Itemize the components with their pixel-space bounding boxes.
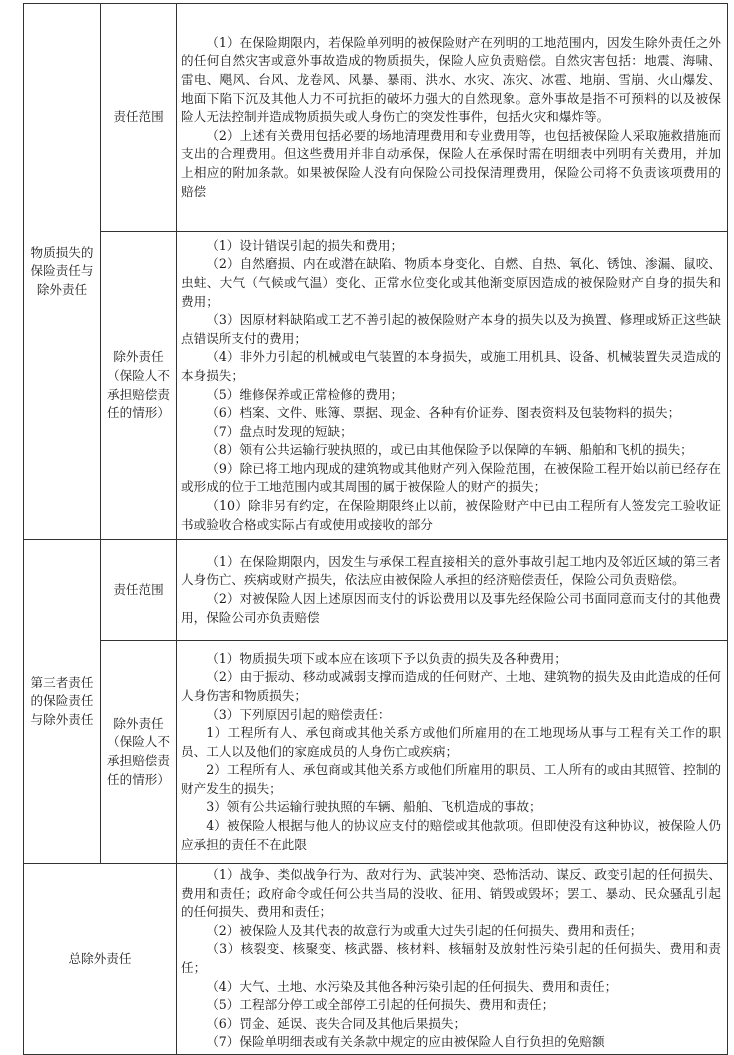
material-scope-label: 责任范围 [101, 4, 177, 232]
general-exclusion-text [177, 864, 728, 1055]
third-party-exclusion-label: 除外责任（保险人不承担赔偿责任的情形） [101, 641, 177, 864]
list-item: （9）除已将工地内现成的建筑物或其他财产列入保险范围，在被保险工程开始以前已经存在或形成的位于工地范围内或其周围的属于被保险人的财产的损失； [181, 460, 721, 495]
table-row [24, 232, 728, 540]
table-row [24, 641, 728, 864]
list-item: （2）上述有关费用包括必要的场地清理费用和专业费用等，也包括被保险人采取施救措施而支出的合理费用。但这些费用并非自动承保，保险人在承保时需在明细表中列明有关费用，并加上相应的附加条款。如果被保险人没有向保险公司投保清理费用，保险公司将不负责该项费用的赔偿 [181, 127, 721, 199]
list-item: 3）领有公共运输行驶执照的车辆、船舶、飞机造成的事故； [206, 799, 542, 815]
list-item: （1）战争、类似战争行为、敌对行为、武装冲突、恐怖活动、谋反、政变引起的任何损失、费用和责任；政府命令或任何公共当局的没收、征用、销毁或毁坏；罢工、暴动、民众骚乱引起的任何损失、费用和责任； [181, 867, 721, 920]
third-party-scope-text [177, 540, 728, 641]
table-row [24, 864, 728, 1055]
list-item: 1）工程所有人、承包商或其他关系方或他们所雇用的在工地现场从事与工程有关工作的职员、工人以及他们的家庭成员的人身伤亡或疾病； [181, 725, 721, 759]
list-item: （3）因原材料缺陷或工艺不善引起的被保险财产本身的损失以及为换置、修理或矫正这些缺点错误所支付的费用； [181, 312, 721, 346]
material-exclusion-label: 除外责任（保险人不承担赔偿责任的情形） [101, 232, 177, 540]
third-party-section-title: 第三者责任的保险责任与除外责任 [24, 540, 101, 864]
list-item: （4）非外力引起的机械或电气装置的本身损失，或施工用机具、设备、机械装置失灵造成的本身损失； [181, 349, 721, 383]
list-item: 4）被保险人根据与他人的协议应支付的赔偿或其他款项。但即使没有这种协议，被保险人仍应承担的责任不在此限 [181, 818, 721, 852]
table-row [24, 4, 728, 232]
list-item: （6）罚金、延误、丧失合同及其他后果损失； [206, 1015, 467, 1031]
general-exclusion-title: 总除外责任 [24, 864, 177, 1055]
list-item: 2）工程所有人、承包商或其他关系方或他们所雇用的职员、工人所有的或由其照管、控制的财产发生的损失； [181, 762, 721, 796]
list-item: （7）保险单明细表或有关条款中规定的应由被保险人自行负担的免赔额 [206, 1034, 605, 1050]
table-row [24, 540, 728, 641]
list-item: （1）设计错误引起的损失和费用； [206, 237, 404, 253]
list-item: （2）自然磨损、内在或潜在缺陷、物质本身变化、自燃、自热、氧化、锈蚀、渗漏、鼠咬、虫蛀、大气（气候或气温）变化、正常水位变化或其他渐变原因造成的被保险财产自身的损失和费用； [181, 256, 721, 309]
list-item: （7）盘点时发现的短缺； [206, 423, 353, 439]
list-item: （5）维修保养或正常检修的费用； [206, 386, 404, 402]
list-item: （3）核裂变、核聚变、核武器、核材料、核辐射及放射性污染引起的任何损失、费用和责任； [181, 941, 721, 975]
list-item: （1）在保险期限内，因发生与承保工程直接相关的意外事故引起工地内及邻近区域的第三者人身伤亡、疾病或财产损失，依法应由被保险人承担的经济赔偿责任，保险公司负责赔偿。 [181, 553, 721, 588]
insurance-liability-table [23, 3, 728, 1055]
list-item: （4）大气、土地、水污染及其他各种污染引起的任何损失、费用和责任； [206, 978, 618, 994]
list-item: （1）在保险期限内，若保险单列明的被保险财产在列明的工地范围内，因发生除外责任之外的任何自然灾害或意外事故造成的物质损失，保险人应负责赔偿。自然灾害包括：地震、海啸、雷电、飓风、台风、龙卷风、风暴、暴雨、洪水、水灾、冻灾、冰雹、地崩、雪崩、火山爆发、地面下陷下沉及其他人力不可抗拒的破坏力强大的自然现象。意外事故是指不可预料的以及被保险人无法控制并造成物质损失或人身伤亡的突发性事件，包括火灾和爆炸等。 [181, 34, 721, 125]
list-item: （2）被保险人及其代表的故意行为或重大过失引起的任何损失、费用和责任； [206, 922, 643, 938]
material-exclusion-text [177, 232, 728, 540]
list-item: （8）领有公共运输行驶执照的，或已由其他保险予以保障的车辆、船舶和飞机的损失； [206, 442, 693, 458]
list-item: （2）由于振动、移动或减弱支撑而造成的任何财产、土地、建筑物的损失及由此造成的任何人身伤害和物质损失； [181, 669, 721, 703]
list-item: （6）档案、文件、账簿、票据、现金、各种有价证券、图表资料及包装物料的损失； [206, 405, 681, 421]
material-damage-section-title: 物质损失的保险责任与除外责任 [24, 4, 101, 540]
third-party-exclusion-text [177, 641, 728, 864]
list-item: （3）下列原因引起的赔偿责任： [206, 706, 391, 722]
third-party-scope-label: 责任范围 [101, 540, 177, 641]
list-item: （1）物质损失项下或本应在该项下予以负责的损失及各种费用； [206, 650, 567, 666]
list-item: （2）对被保险人因上述原因而支付的诉讼费用以及事先经保险公司书面同意而支付的其他费用，保险公司亦负责赔偿 [181, 591, 721, 625]
list-item: （10）除非另有约定，在保险期限终止以前，被保险财产中已由工程所有人签发完工验收证书或验收合格或实际占有或使用或接收的部分 [181, 498, 721, 532]
list-item: （5）工程部分停工或全部停工引起的任何损失、费用和责任； [206, 997, 555, 1013]
material-scope-text [177, 4, 728, 232]
